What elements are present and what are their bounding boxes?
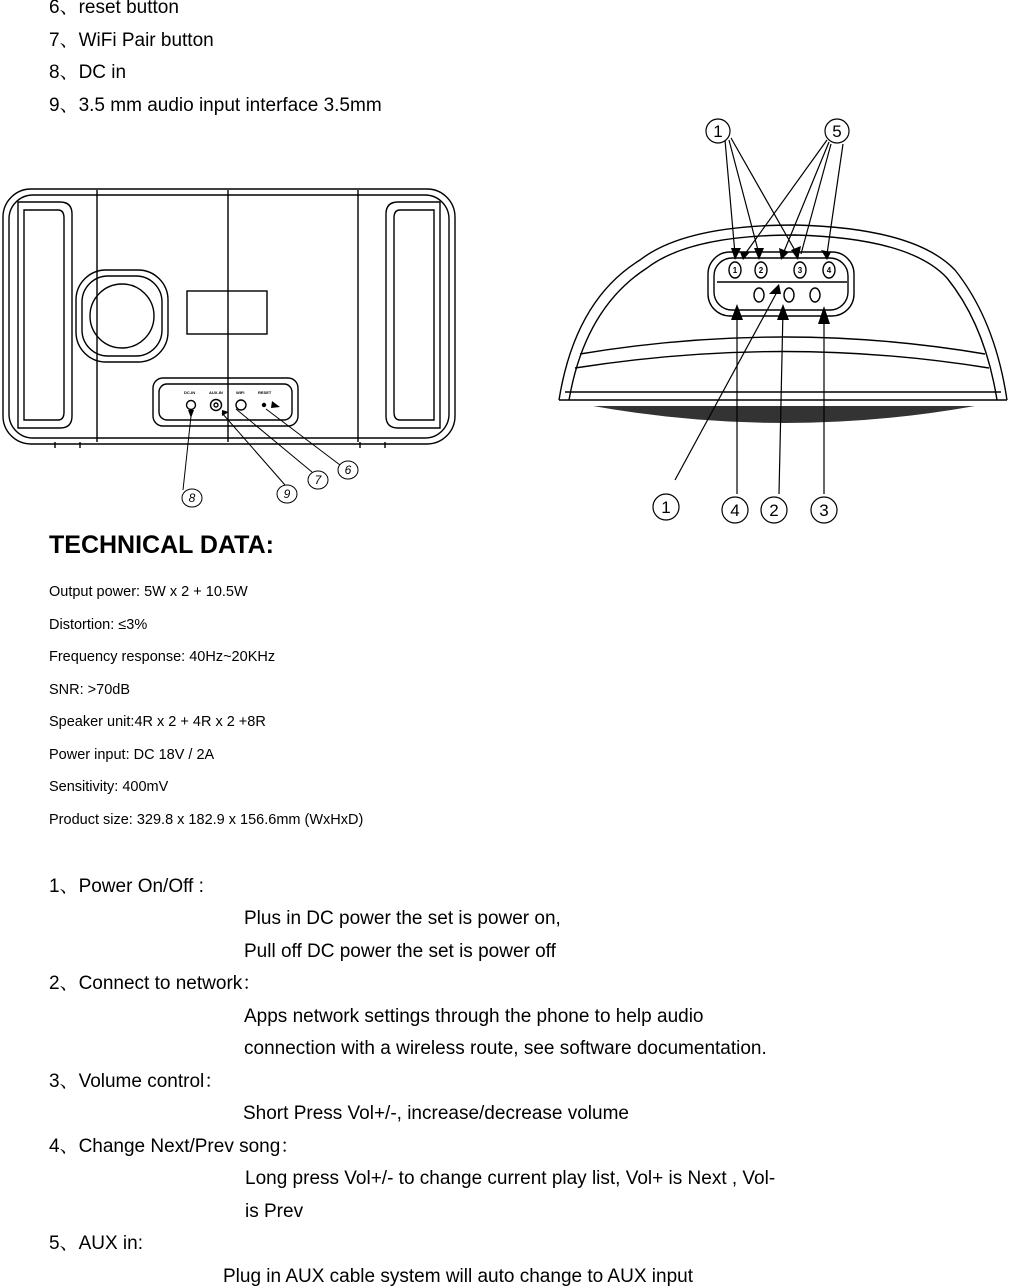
- port-label-wifi: WIFI: [236, 390, 245, 395]
- speaker-back-view-drawing: [0, 180, 460, 520]
- function-line: Plus in DC power the set is power on,: [244, 908, 561, 929]
- back-callout-9: 9: [283, 487, 291, 501]
- legend-item-aux: 9、3.5 mm audio input interface 3.5mm: [49, 95, 382, 116]
- spec-output-power: Output power: 5W x 2 + 10.5W: [49, 584, 248, 600]
- function-title-power: 1、Power On/Off :: [49, 876, 204, 897]
- legend-item-dc-in: 8、DC in: [49, 62, 127, 83]
- port-label-aux-in: AUX-IN: [209, 390, 223, 395]
- function-line: is Prev: [245, 1201, 304, 1222]
- top-callout-1: 1: [713, 122, 723, 141]
- back-callout-7: 7: [314, 473, 322, 487]
- back-callout-8: 8: [188, 491, 196, 505]
- function-line: Plug in AUX cable system will auto change to AUX input: [223, 1266, 693, 1287]
- speaker-top-view-drawing: [545, 110, 1005, 530]
- function-title-aux: 5、AUX in:: [49, 1233, 143, 1254]
- function-title-network: 2、Connect to network：: [49, 973, 262, 994]
- technical-data-heading: TECHNICAL DATA:: [49, 531, 274, 559]
- function-line: Long press Vol+/- to change current play list, Vol+ is Next , Vol-: [245, 1168, 776, 1189]
- bottom-callout-1: 1: [661, 498, 671, 517]
- spec-frequency-response: Frequency response: 40Hz~20KHz: [49, 649, 276, 665]
- bottom-callout-3: 3: [819, 501, 829, 520]
- function-line: Apps network settings through the phone to help audio: [244, 1006, 704, 1027]
- spec-snr: SNR: >70dB: [49, 682, 131, 698]
- legend-item-reset: 6、reset button: [49, 0, 179, 18]
- function-line: Pull off DC power the set is power off: [244, 941, 556, 962]
- function-line: connection with a wireless route, see software documentation.: [244, 1038, 767, 1059]
- spec-distortion: Distortion: ≤3%: [49, 617, 148, 633]
- legend-item-wifi-pair: 7、WiFi Pair button: [49, 30, 214, 51]
- port-label-dc-in: DC-IN: [184, 390, 196, 395]
- key-label-2: 2: [758, 266, 764, 275]
- key-label-1: 1: [732, 266, 738, 275]
- function-title-next-prev: 4、Change Next/Prev song：: [49, 1136, 300, 1157]
- spec-sensitivity: Sensitivity: 400mV: [49, 779, 169, 795]
- key-label-3: 3: [797, 266, 803, 275]
- top-callout-5: 5: [832, 122, 842, 141]
- spec-product-size: Product size: 329.8 x 182.9 x 156.6mm (WxHxD): [49, 812, 364, 828]
- function-title-volume: 3、Volume control：: [49, 1071, 224, 1092]
- back-callout-6: 6: [344, 463, 352, 477]
- spec-speaker-unit: Speaker unit:4R x 2 + 4R x 2 +8R: [49, 714, 266, 730]
- bottom-callout-4: 4: [730, 501, 740, 520]
- key-label-4: 4: [826, 266, 832, 275]
- function-line: Short Press Vol+/-, increase/decrease volume: [243, 1103, 629, 1124]
- spec-power-input: Power input: DC 18V / 2A: [49, 747, 215, 763]
- bottom-callout-2: 2: [769, 501, 779, 520]
- port-label-reset: RESET: [258, 390, 272, 395]
